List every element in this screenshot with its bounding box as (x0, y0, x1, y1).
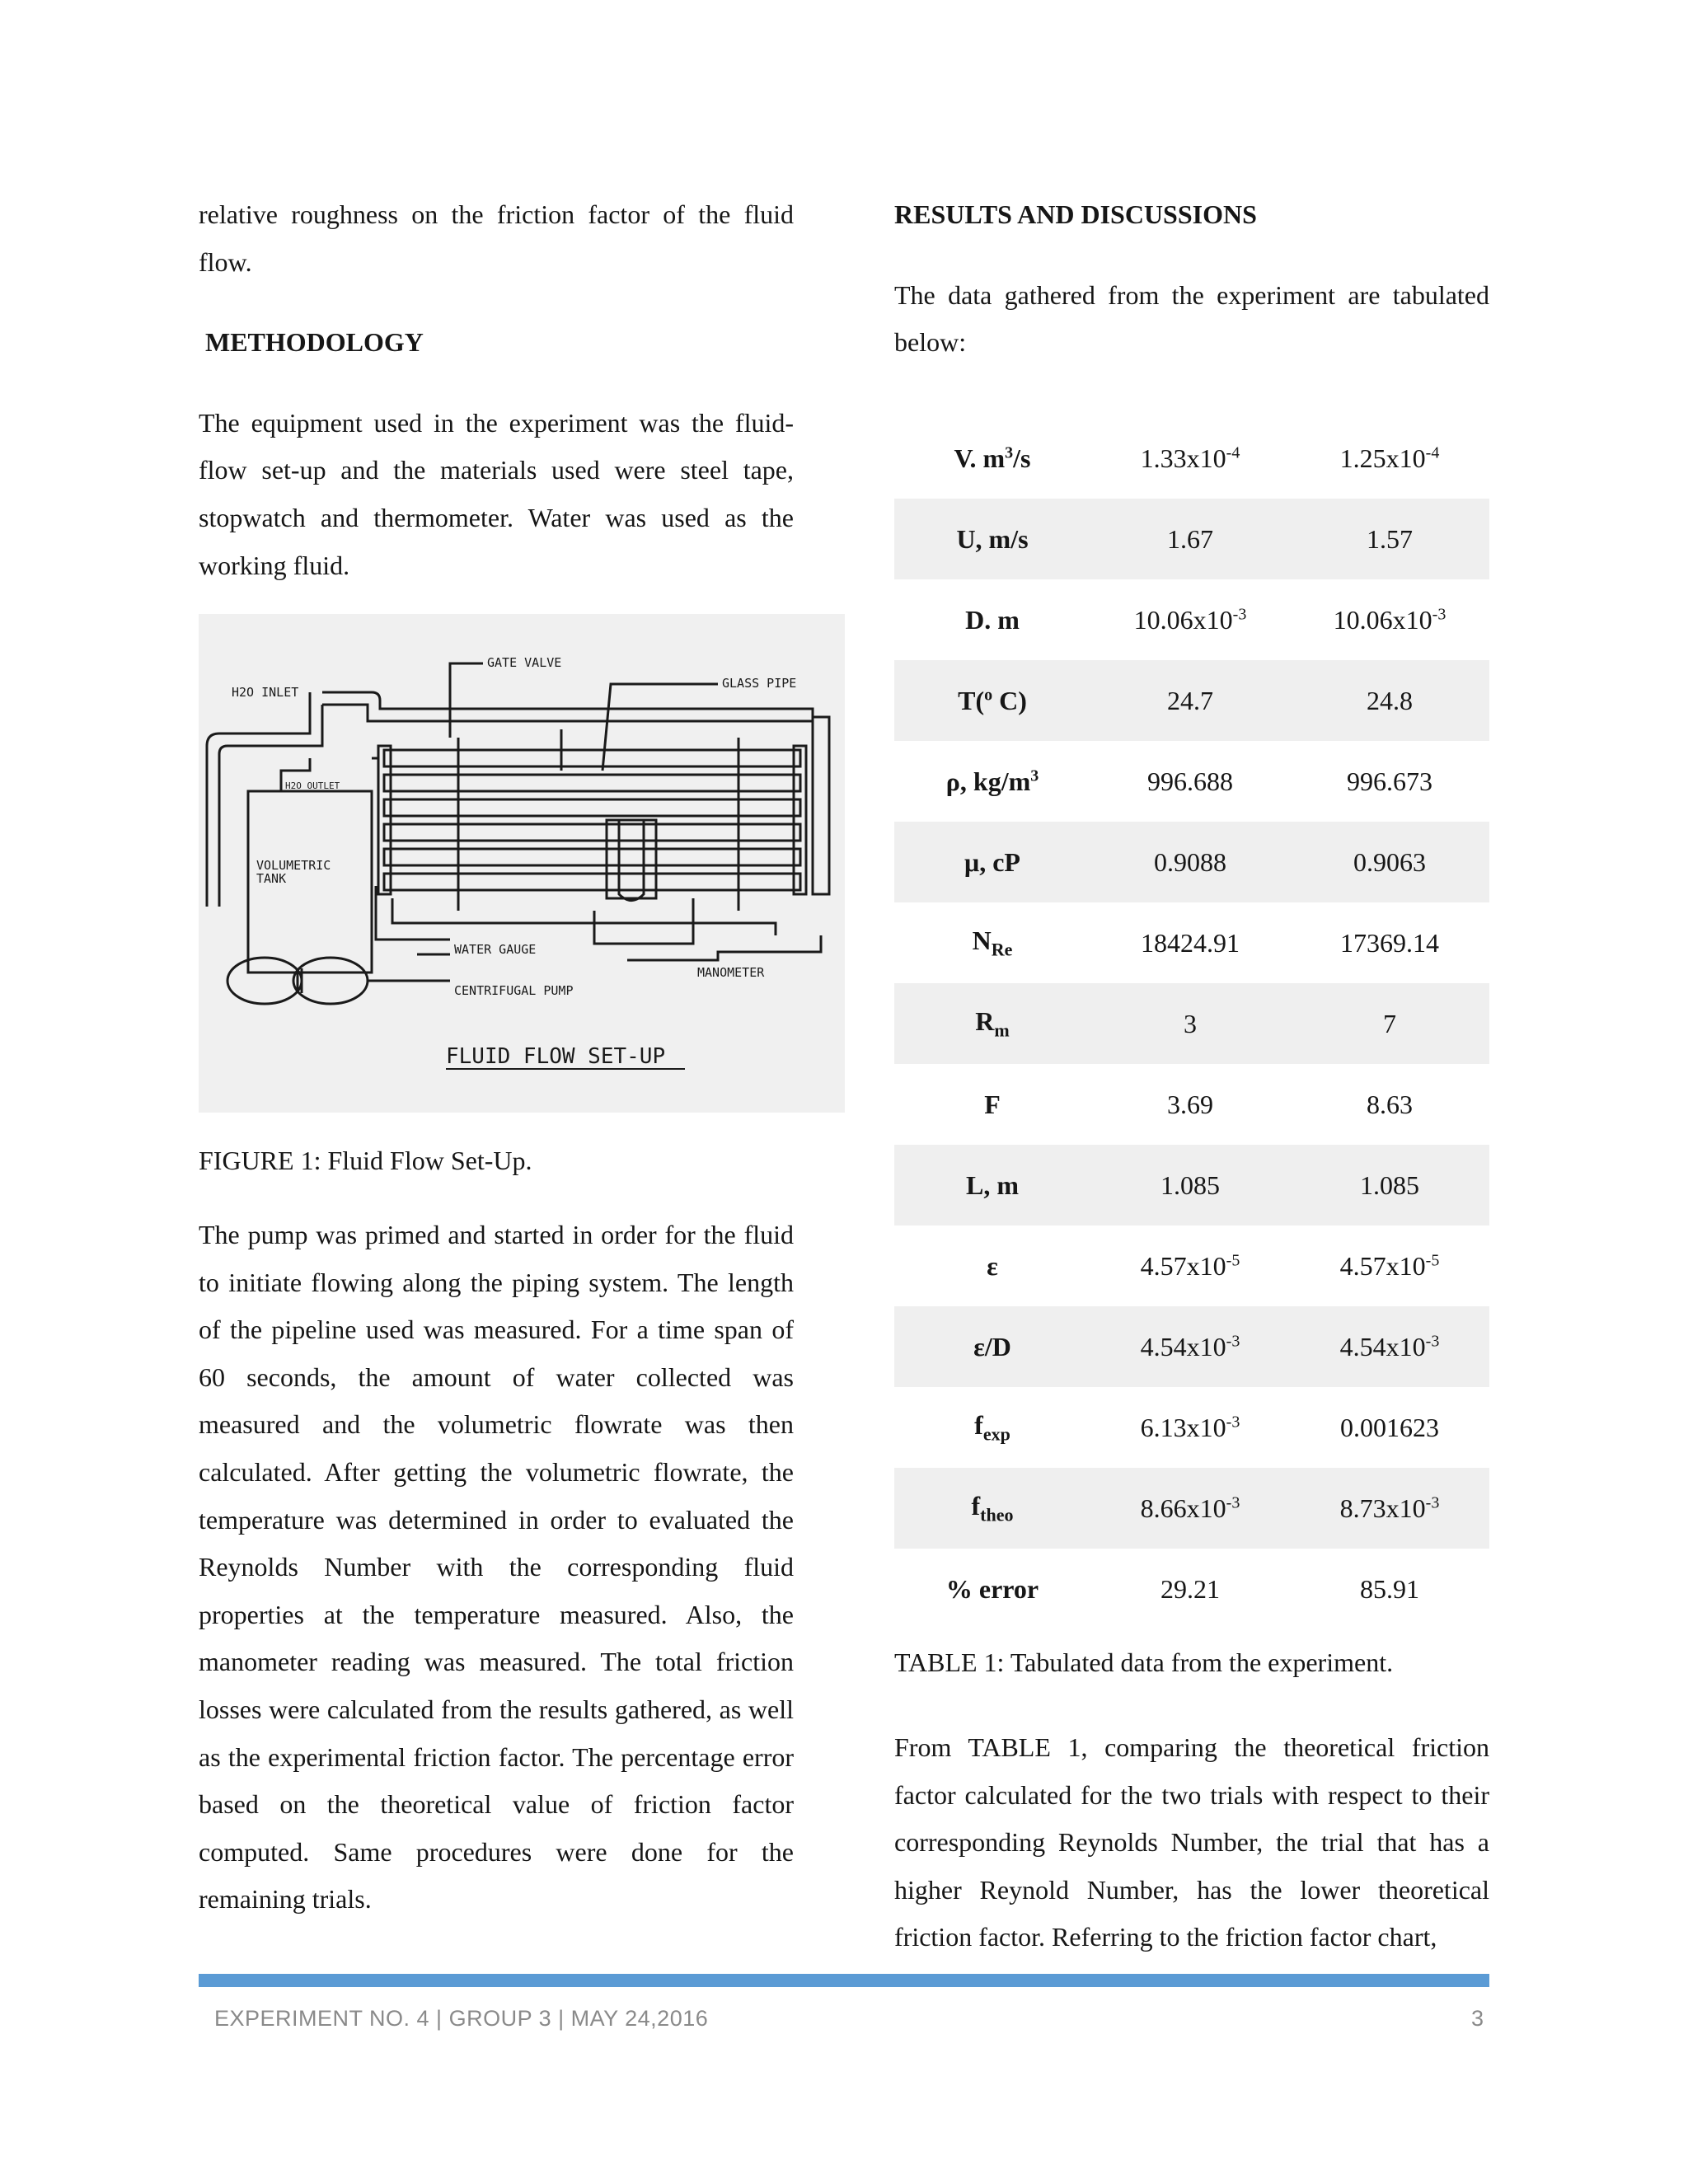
label-glass-pipe: GLASS PIPE (722, 676, 797, 691)
row-label (894, 983, 1090, 1064)
table-row (894, 1226, 1489, 1306)
label-superscript: o (984, 685, 993, 704)
row-label (894, 499, 1090, 579)
value-exponent: -3 (1425, 1493, 1440, 1511)
value-text: 0.9063 (1353, 846, 1426, 877)
value-text: 1.57 (1367, 523, 1413, 554)
discussion-paragraph: From TABLE 1, comparing the theoretical friction factor calculated for the two trials with respect to their corresponding Reynolds Number, the trial that has a higher Reynold Number, has the lower theoretical friction factor. Referring to the friction factor chart, (894, 1732, 1489, 1952)
trial-2-value (1290, 1549, 1489, 1629)
table-row (894, 1145, 1489, 1226)
value-exponent: -3 (1226, 1331, 1240, 1350)
value-text: 3 (1184, 1008, 1197, 1038)
procedure-block (199, 1212, 794, 1924)
trial-1-value (1090, 1387, 1290, 1468)
label-tail: C) (992, 685, 1027, 715)
trial-2-value (1290, 418, 1489, 499)
label-centrifugal-pump: CENTRIFUGAL PUMP (454, 983, 574, 998)
row-label (894, 741, 1090, 822)
intro-text: relative roughness on the friction factor of the fluid flow. (199, 199, 794, 277)
page-number: 3 (1470, 2006, 1484, 2031)
fluid-flow-diagram (199, 614, 845, 1113)
trial-1-value (1090, 579, 1290, 660)
value-text: 996.688 (1147, 766, 1233, 796)
row-label (894, 1306, 1090, 1387)
value-text: 85.91 (1360, 1573, 1419, 1604)
value-text: 3.69 (1167, 1089, 1213, 1119)
results-intro: The data gathered from the experiment are tabulated below: (894, 279, 1489, 358)
value-text: 24.7 (1167, 685, 1213, 715)
trial-1-value (1090, 1549, 1290, 1629)
right-column (894, 191, 1489, 367)
label-water-gauge: WATER GAUGE (454, 942, 537, 957)
row-label (894, 579, 1090, 660)
value-exponent: -4 (1425, 443, 1440, 462)
label-tail: /s (1013, 443, 1031, 473)
discussion-block (894, 1724, 1489, 1961)
value-text: 1.085 (1360, 1169, 1419, 1200)
trial-1-value (1090, 418, 1290, 499)
trial-1-value (1090, 902, 1290, 983)
table-row (894, 1549, 1489, 1629)
row-label (894, 1064, 1090, 1145)
trial-2-value (1290, 579, 1489, 660)
value-exponent: -5 (1425, 1250, 1440, 1269)
label-text: F (984, 1089, 1001, 1119)
table-row (894, 741, 1489, 822)
trial-2-value (1290, 1468, 1489, 1549)
value-text: 1.085 (1160, 1169, 1220, 1200)
footer-bar (199, 1974, 1489, 1987)
label-text: ε (987, 1250, 998, 1281)
label-subscript: exp (982, 1423, 1010, 1445)
label-h2o-outlet: H2O OUTLET (285, 780, 340, 791)
row-label (894, 660, 1090, 741)
label-tank: TANK (256, 871, 287, 886)
value-exponent: -3 (1232, 604, 1247, 623)
table-row (894, 579, 1489, 660)
trial-2-value (1290, 660, 1489, 741)
trial-1-value (1090, 1145, 1290, 1226)
trial-1-value (1090, 983, 1290, 1064)
table-row (894, 1387, 1489, 1468)
row-label (894, 1226, 1090, 1306)
label-subscript: Re (991, 939, 1013, 960)
trial-1-value (1090, 499, 1290, 579)
table-row (894, 499, 1489, 579)
label-text: R (975, 1005, 995, 1036)
value-text: 6.13x10 (1140, 1412, 1226, 1442)
value-text: 10.06x10 (1133, 604, 1233, 635)
label-text: U, m/s (956, 523, 1029, 554)
trial-1-value (1090, 741, 1290, 822)
trial-2-value (1290, 1306, 1489, 1387)
value-exponent: -3 (1226, 1493, 1240, 1511)
trial-2-value (1290, 902, 1489, 983)
row-label (894, 1387, 1090, 1468)
label-text: N (972, 925, 992, 955)
value-text: 0.001623 (1340, 1412, 1439, 1442)
row-label (894, 418, 1090, 499)
trial-2-value (1290, 1226, 1489, 1306)
trial-2-value (1290, 983, 1489, 1064)
value-exponent: -3 (1425, 1331, 1440, 1350)
results-heading: RESULTS AND DISCUSSIONS (894, 199, 1257, 229)
trial-1-value (1090, 822, 1290, 902)
label-text: V. m (954, 443, 1006, 473)
value-text: 4.54x10 (1339, 1331, 1426, 1361)
trial-1-value (1090, 1064, 1290, 1145)
table-row (894, 822, 1489, 902)
procedure-paragraph: The pump was primed and started in order for the fluid to initiate flowing along the piping system. The length of the pipeline used was measured. For a time span of 60 seconds, the amount of water collected was measured and the volumetric flowrate was then calculated. After getting the volumetric flowrate, the temperature was determined in order to evaluated the Reynolds Number with the corresponding fluid properties at the temperature measured. Also, the manometer reading was measured. The total friction losses were calculated from the results gathered, as well as the experimental friction factor. The percentage error based on the theoretical value of friction factor computed. Same procedures were done for the remaining trials. (199, 1220, 794, 1915)
label-text: f (971, 1490, 981, 1521)
value-exponent: -3 (1226, 1412, 1240, 1431)
table-row (894, 660, 1489, 741)
footer-text: EXPERIMENT NO. 4 | GROUP 3 | MAY 24,2016 (214, 2006, 709, 2031)
value-text: 17369.14 (1340, 927, 1439, 958)
table-row (894, 1306, 1489, 1387)
table-row (894, 983, 1489, 1064)
label-subscript: m (994, 1019, 1010, 1041)
label-subscript: theo (980, 1504, 1014, 1526)
value-text: 4.57x10 (1339, 1250, 1426, 1281)
value-exponent: -4 (1226, 443, 1240, 462)
label-text: μ, cP (964, 846, 1020, 877)
trial-2-value (1290, 1145, 1489, 1226)
label-gate-valve: GATE VALVE (487, 655, 562, 670)
label-superscript: 3 (1005, 443, 1014, 462)
figure-title: FLUID FLOW SET-UP (446, 1044, 666, 1069)
figure-caption: FIGURE 1: Fluid Flow Set-Up. (199, 1146, 532, 1175)
trial-2-value (1290, 1387, 1489, 1468)
value-text: 1.25x10 (1339, 443, 1426, 473)
value-text: 1.33x10 (1140, 443, 1226, 473)
trial-1-value (1090, 1306, 1290, 1387)
label-text: T( (958, 685, 985, 715)
label-text: % error (945, 1573, 1039, 1604)
label-text: f (974, 1409, 983, 1440)
value-text: 18424.91 (1141, 927, 1240, 958)
table-row (894, 418, 1489, 499)
value-text: 996.673 (1347, 766, 1432, 796)
label-volumetric: VOLUMETRIC (256, 858, 331, 873)
label-superscript: 3 (1030, 766, 1039, 785)
label-text: ρ, kg/m (945, 766, 1031, 796)
value-text: 8.63 (1367, 1089, 1413, 1119)
table-row (894, 1468, 1489, 1549)
row-label (894, 1549, 1090, 1629)
trial-2-value (1290, 499, 1489, 579)
trial-2-value (1290, 741, 1489, 822)
methodology-heading: METHODOLOGY (205, 327, 424, 358)
trial-2-value (1290, 1064, 1489, 1145)
label-text: L, m (966, 1169, 1019, 1200)
value-text: 29.21 (1160, 1573, 1220, 1604)
value-text: 10.06x10 (1333, 604, 1432, 635)
left-column (199, 191, 794, 589)
trial-1-value (1090, 1468, 1290, 1549)
row-label (894, 822, 1090, 902)
row-label (894, 1145, 1090, 1226)
trial-1-value (1090, 1226, 1290, 1306)
value-text: 1.67 (1167, 523, 1213, 554)
trial-2-value (1290, 822, 1489, 902)
value-text: 8.66x10 (1140, 1493, 1226, 1523)
label-manometer: MANOMETER (697, 965, 765, 980)
value-text: 4.54x10 (1140, 1331, 1226, 1361)
row-label (894, 902, 1090, 983)
trial-1-value (1090, 660, 1290, 741)
data-table (894, 418, 1489, 1629)
value-text: 0.9088 (1154, 846, 1226, 877)
value-text: 8.73x10 (1339, 1493, 1426, 1523)
value-text: 4.57x10 (1140, 1250, 1226, 1281)
fluid-flow-figure (199, 614, 845, 1113)
methodology-paragraph: The equipment used in the experiment was the fluid-flow set-up and the materials used were steel tape, stopwatch and thermometer. Water was used as the working fluid. (199, 407, 794, 580)
label-h2o-inlet: H2O INLET (232, 685, 299, 700)
table-row (894, 1064, 1489, 1145)
table-row (894, 902, 1489, 983)
label-text: ε/D (973, 1331, 1011, 1361)
label-text: D. m (965, 604, 1020, 635)
row-label (894, 1468, 1090, 1549)
value-text: 24.8 (1367, 685, 1413, 715)
value-exponent: -5 (1226, 1250, 1240, 1269)
table-caption: TABLE 1: Tabulated data from the experiment. (894, 1647, 1394, 1677)
value-text: 7 (1383, 1008, 1396, 1038)
value-exponent: -3 (1432, 604, 1447, 623)
